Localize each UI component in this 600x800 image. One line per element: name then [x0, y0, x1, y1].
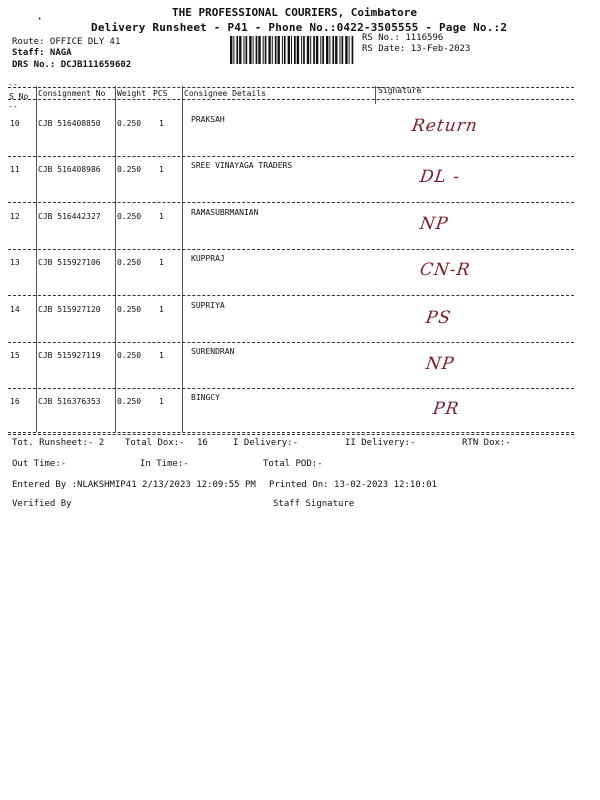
barcode-bar: [268, 36, 270, 64]
row-pcs: 1: [159, 165, 164, 174]
row-sno: 14: [10, 305, 20, 314]
row-consignment-no: CJB 516442327: [38, 212, 101, 221]
total-pod-label: Total POD:-: [263, 459, 323, 469]
row-divider: [8, 342, 574, 343]
barcode-bar: [303, 36, 305, 64]
barcode-bar: [288, 36, 290, 64]
verified-by: Verified By: [12, 499, 72, 509]
col-header-weight: Weight: [117, 89, 146, 98]
barcode-bar: [310, 36, 311, 64]
dash-mark: --: [8, 80, 18, 89]
barcode-bar: [263, 36, 264, 64]
row-pcs: 1: [159, 212, 164, 221]
row-consignee: BINGCY: [191, 393, 220, 402]
row-signature: PR: [431, 399, 461, 419]
barcode-bar: [236, 36, 238, 64]
column-divider: [375, 86, 376, 104]
barcode-bar: [320, 36, 321, 64]
barcode-bar: [256, 36, 258, 64]
barcode-bar: [239, 36, 241, 64]
column-divider: [182, 86, 183, 432]
row-weight: 0.250: [117, 305, 142, 314]
rtn-dox-label: RTN Dox:-: [462, 438, 511, 448]
col-header-signature: Signature: [378, 86, 422, 95]
row-consignee: SURENDRAN: [191, 347, 235, 356]
i-delivery-label: I Delivery:-: [233, 438, 299, 448]
barcode-bar: [294, 36, 296, 64]
barcode-bar: [258, 36, 260, 64]
staff-label: Staff: NAGA: [12, 48, 72, 58]
barcode-bar: [249, 36, 251, 64]
row-sno: 11: [10, 165, 20, 174]
barcode-bar: [326, 36, 328, 64]
row-consignee: SREE VINAYAGA TRADERS: [191, 161, 293, 170]
row-weight: 0.250: [117, 258, 142, 267]
staff-signature-label: Staff Signature: [273, 499, 355, 509]
barcode-bar: [313, 36, 315, 64]
barcode-bar: [297, 36, 299, 64]
barcode-bar: [301, 36, 302, 64]
total-dox-value: 16: [197, 438, 208, 448]
barcode-bar: [342, 36, 344, 64]
row-consignment-no: CJB 515927119: [38, 351, 101, 360]
row-consignment-no: CJB 516376353: [38, 397, 101, 406]
row-pcs: 1: [159, 305, 164, 314]
row-consignee: KUPPRAJ: [191, 254, 225, 263]
divider: [8, 99, 574, 100]
rs-number: RS No.: 1116596: [362, 33, 444, 43]
row-weight: 0.250: [117, 119, 142, 128]
barcode: [230, 36, 354, 64]
row-signature: DL -: [418, 167, 462, 187]
ii-delivery-label: II Delivery:-: [345, 438, 416, 448]
in-time-label: In Time:-: [140, 459, 189, 469]
divider: [8, 87, 574, 88]
row-consignment-no: CJB 516408850: [38, 119, 101, 128]
barcode-bar: [340, 36, 341, 64]
barcode-bar: [352, 36, 354, 64]
row-consignee: PRAKSAH: [191, 115, 225, 124]
row-pcs: 1: [159, 397, 164, 406]
barcode-bar: [233, 36, 234, 64]
row-sno: 13: [10, 258, 20, 267]
row-signature: NP: [424, 354, 456, 374]
tot-runsheet: Tot. Runsheet:- 2: [12, 438, 105, 448]
row-signature: PS: [424, 308, 453, 328]
row-sno: 12: [10, 212, 20, 221]
printed-on: Printed On: 13-02-2023 12:10:01: [269, 480, 437, 490]
rs-date: RS Date: 13-Feb-2023: [362, 44, 471, 54]
row-divider: [8, 156, 574, 157]
barcode-bar: [345, 36, 347, 64]
row-pcs: 1: [159, 119, 164, 128]
row-weight: 0.250: [117, 351, 142, 360]
barcode-bar: [278, 36, 280, 64]
row-sno: 15: [10, 351, 20, 360]
barcode-bar: [332, 36, 334, 64]
divider: [8, 432, 574, 433]
row-pcs: 1: [159, 258, 164, 267]
row-consignment-no: CJB 516408986: [38, 165, 101, 174]
row-divider: [8, 295, 574, 296]
barcode-bar: [265, 36, 267, 64]
row-divider: [8, 249, 574, 250]
drs-label: DRS No.: DCJB111659602: [12, 60, 132, 70]
barcode-bar: [291, 36, 292, 64]
row-divider: [8, 202, 574, 203]
dash-mark: --: [8, 102, 18, 111]
row-signature: NP: [418, 214, 450, 234]
row-signature: Return: [410, 116, 480, 136]
row-sno: 16: [10, 397, 20, 406]
col-header-sno: S No: [9, 92, 29, 101]
barcode-bar: [349, 36, 350, 64]
row-sno: 10: [10, 119, 20, 128]
col-header-consignee: Consignee Details: [184, 89, 266, 98]
barcode-bar: [284, 36, 286, 64]
company-title: THE PROFESSIONAL COURIERS, Coimbatore: [172, 6, 418, 19]
barcode-bar: [329, 36, 330, 64]
barcode-bar: [253, 36, 254, 64]
barcode-bar: [282, 36, 283, 64]
col-header-consignment: Consignment No: [38, 89, 106, 98]
row-weight: 0.250: [117, 165, 142, 174]
stray-mark: ·: [36, 12, 44, 26]
column-divider: [115, 86, 116, 432]
runsheet-title: Delivery Runsheet - P41 - Phone No.:0422-3505555 - Page No.:2: [91, 21, 508, 34]
row-consignment-no: CJB 515927120: [38, 305, 101, 314]
row-consignee: SUPRIYA: [191, 301, 225, 310]
row-weight: 0.250: [117, 397, 142, 406]
entered-by: Entered By :NLAKSHMIP41 2/13/2023 12:09:55 PM: [12, 480, 256, 490]
row-consignee: RAMASUBRMANIAN: [191, 208, 259, 217]
row-pcs: 1: [159, 351, 164, 360]
barcode-bar: [275, 36, 277, 64]
row-divider: [8, 388, 574, 389]
out-time-label: Out Time:-: [12, 459, 67, 469]
column-divider: [36, 86, 37, 432]
barcode-bar: [230, 36, 232, 64]
barcode-bar: [272, 36, 273, 64]
row-weight: 0.250: [117, 212, 142, 221]
row-signature: CN-R: [418, 260, 472, 280]
barcode-bar: [246, 36, 248, 64]
barcode-bar: [307, 36, 309, 64]
barcode-bar: [322, 36, 324, 64]
barcode-bar: [335, 36, 337, 64]
row-consignment-no: CJB 515927106: [38, 258, 101, 267]
col-header-pcs: PCS: [153, 89, 168, 98]
row-divider: [8, 434, 574, 435]
total-dox-label: Total Dox:-: [125, 438, 185, 448]
barcode-bar: [244, 36, 245, 64]
barcode-bar: [316, 36, 318, 64]
route-label: Route: OFFICE DLY 41: [12, 37, 121, 47]
